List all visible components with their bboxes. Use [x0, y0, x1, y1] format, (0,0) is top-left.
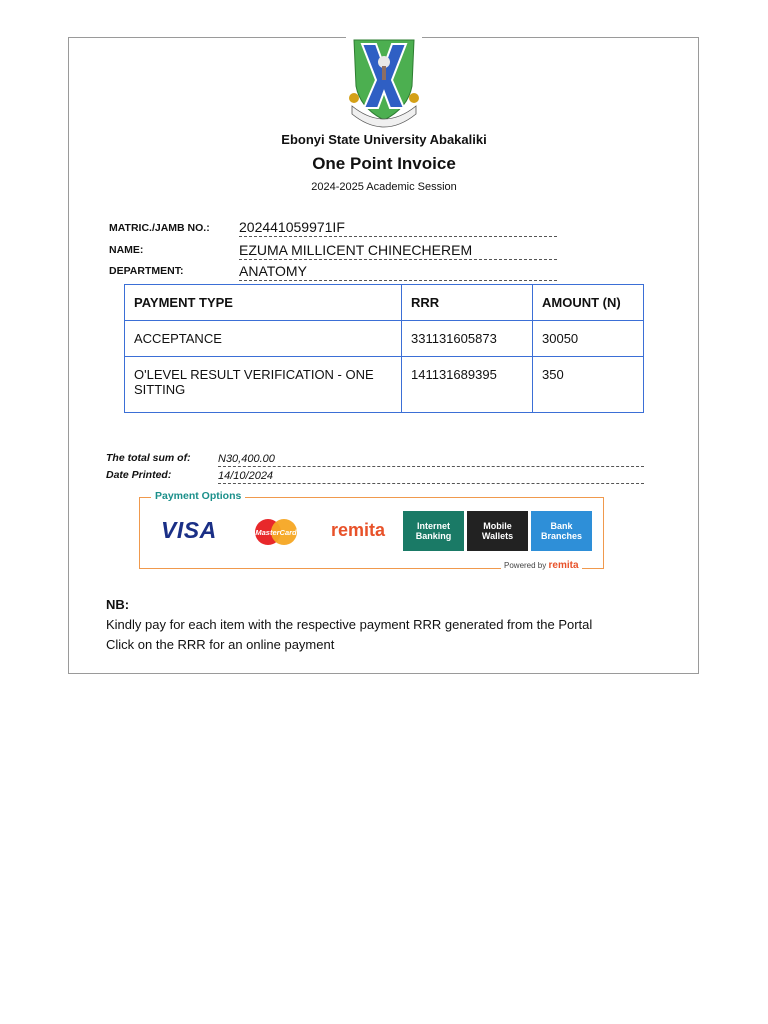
academic-session: 2024-2025 Academic Session [311, 181, 457, 193]
name-value: EZUMA MILLICENT CHINECHEREM [239, 242, 557, 260]
mobile-wallets-tile: Mobile Wallets [467, 511, 528, 551]
matric-value: 202441059971IF [239, 219, 557, 237]
rrr-link[interactable]: 331131605873 [402, 321, 533, 357]
powered-brand: remita [548, 560, 579, 571]
bank-branches-tile: Bank Branches [531, 511, 592, 551]
nb-line-1: Kindly pay for each item with the respective payment RRR generated from the Portal [106, 617, 593, 632]
internet-banking-tile: Internet Banking [403, 511, 464, 551]
remita-logo: remita [331, 520, 386, 540]
header-payment-type: PAYMENT TYPE [125, 285, 402, 321]
total-sum-label: The total sum of: [106, 452, 191, 464]
powered-by [501, 560, 582, 571]
payment-type-cell: ACCEPTANCE [125, 321, 402, 357]
date-printed-value: 14/10/2024 [218, 469, 644, 484]
date-printed-label: Date Printed: [106, 469, 172, 481]
university-logo [346, 36, 422, 132]
nb-title: NB: [106, 597, 130, 612]
payment-table [124, 284, 644, 413]
name-label: NAME: [109, 244, 144, 256]
nb-line-2: Click on the RRR for an online payment [106, 637, 335, 652]
table-header-row [125, 285, 644, 321]
mastercard-logo [254, 518, 298, 546]
powered-by-text: Powered by [504, 561, 547, 570]
matric-label: MATRIC./JAMB NO.: [109, 222, 210, 234]
payment-options-title: Payment Options [151, 490, 245, 502]
amount-cell: 30050 [533, 321, 644, 357]
university-name: Ebonyi State University Abakaliki [281, 132, 487, 147]
visa-logo: VISA [161, 517, 217, 543]
payment-type-cell: O'LEVEL RESULT VERIFICATION - ONE SITTING [125, 357, 402, 413]
department-label: DEPARTMENT: [109, 265, 184, 277]
amount-cell: 350 [533, 357, 644, 413]
header-amount: AMOUNT (N) [533, 285, 644, 321]
table-row [125, 357, 644, 413]
department-value: ANATOMY [239, 263, 557, 281]
table-row [125, 321, 644, 357]
header-rrr: RRR [402, 285, 533, 321]
invoice-title: One Point Invoice [312, 154, 456, 173]
total-sum-value: N30,400.00 [218, 452, 644, 467]
mastercard-text: MasterCard [255, 528, 297, 537]
rrr-link[interactable]: 141131689395 [402, 357, 533, 413]
